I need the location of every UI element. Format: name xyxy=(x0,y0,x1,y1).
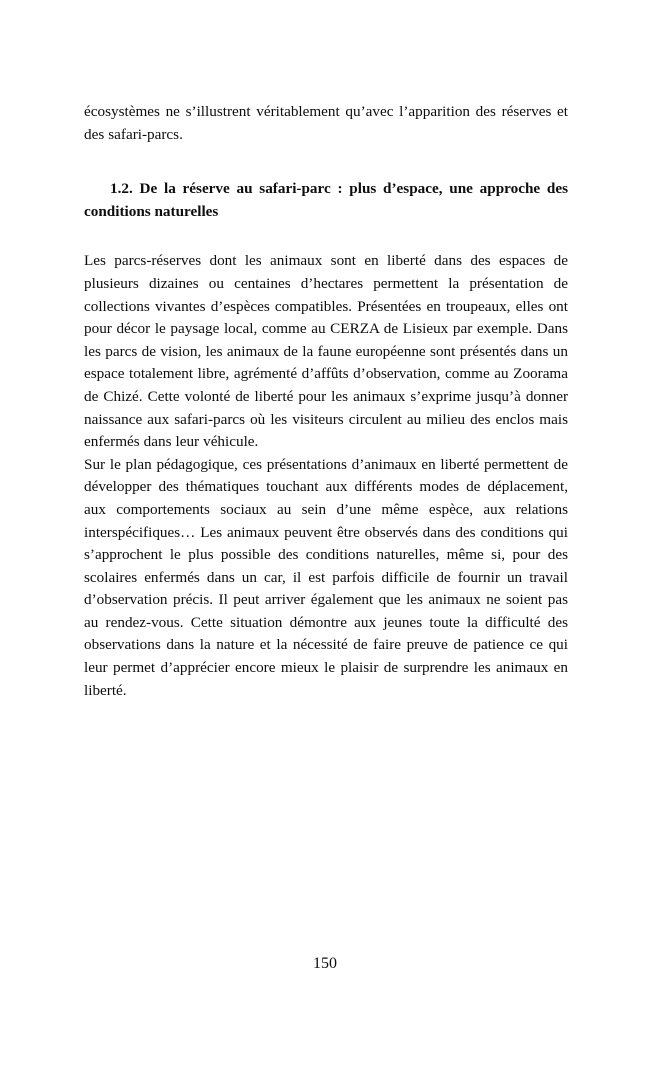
body-paragraph-2: Sur le plan pédagogique, ces présentations d’animaux en liberté permettent de développer des thématiques touchant aux différents modes de déplacement, aux comportements sociaux au sein d’une même espèce, aux relations interspécifiques… Les animaux peuvent être observés dans des conditions qui s’approchent le plus possible des conditions naturelles, même si, pour des scolaires enfermés dans un car, il est parfois difficile de fournir un travail d’observation précis. Il peut arriver également que les animaux ne soient pas au rendez-vous. Cette situation démontre aux jeunes toute la difficulté des observations dans la nature et la nécessité de faire preuve de patience ce qui leur permet d’apprécier encore mieux le plaisir de surprendre les animaux en liberté. xyxy=(84,455,568,699)
continued-paragraph: écosystèmes ne s’illustrent véritablement qu’avec l’apparition des réserves et des safari-parcs. xyxy=(84,103,568,143)
page-number: 150 xyxy=(313,955,337,972)
spacer-after-heading xyxy=(84,223,568,250)
spacer-before-heading xyxy=(84,146,568,178)
section-heading-1-2: 1.2. De la réserve au safari-parc : plus d’espace, une approche des conditions naturelles xyxy=(84,180,568,220)
body-paragraph-1: Les parcs-réserves dont les animaux sont en liberté dans des espaces de plusieurs dizaines ou centaines d’hectares permettent la présentation de collections vivantes d’espèces compatibles. Présentées en troupeaux, elles ont pour décor le paysage local, comme au CERZA de Lisieux par exemple. Dans les parcs de vision, les animaux de la faune européenne sont présentés dans un espace totalement libre, agrémenté d’affûts d’observation, comme au Zoorama de Chizé. Cette volonté de liberté pour les animaux s’exprime jusqu’à donner naissance aux safari-parcs où les visiteurs circulent au milieu des enclos mais enfermés dans leur véhicule. xyxy=(84,252,568,451)
text-column xyxy=(84,101,568,702)
